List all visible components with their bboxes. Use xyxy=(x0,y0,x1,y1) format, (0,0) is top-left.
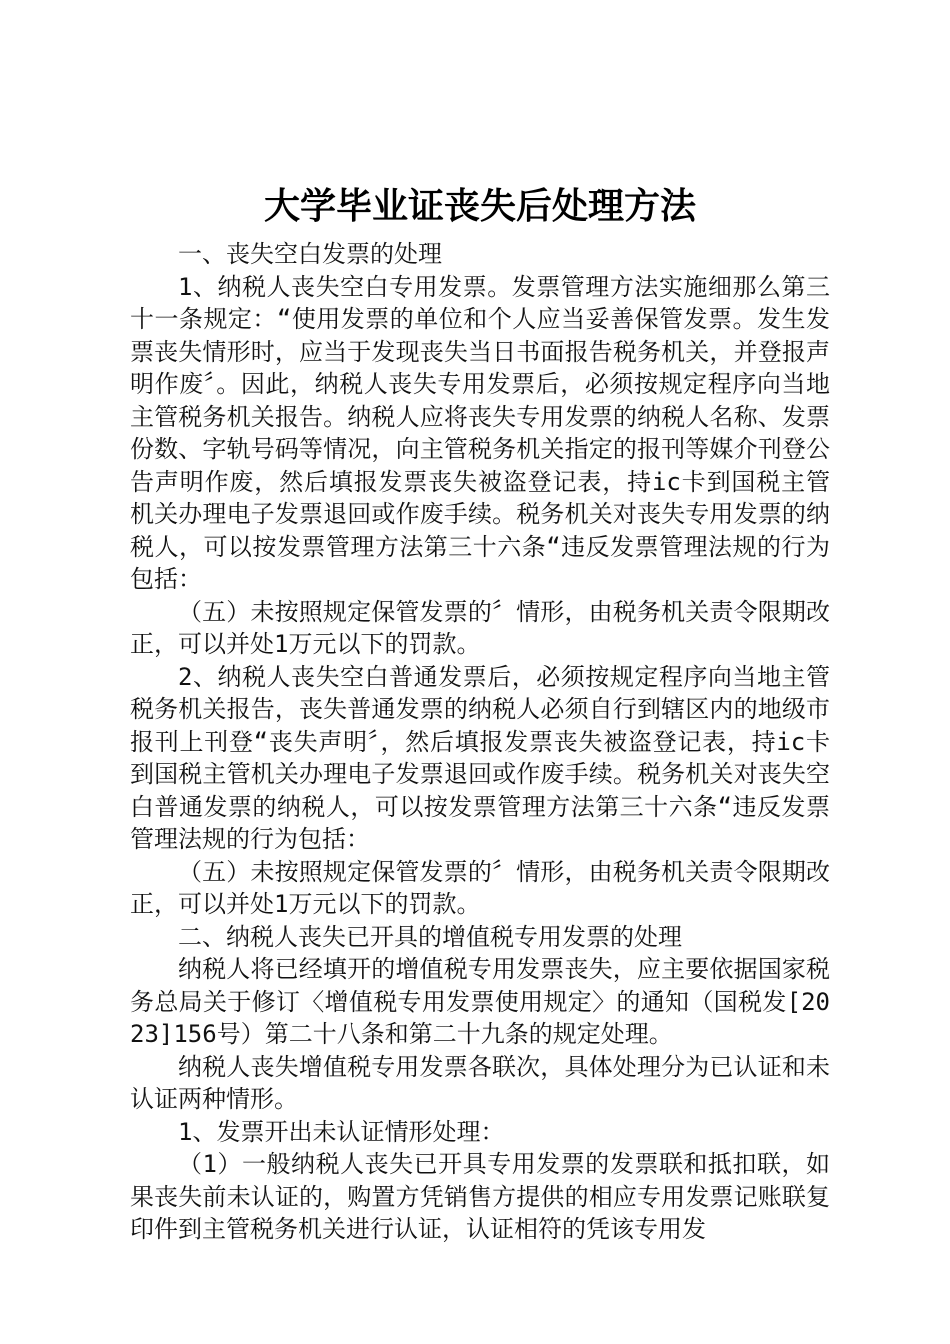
paragraph: （五）未按照规定保管发票的〞情形，由税务机关责令限期改正，可以并处1万元以下的罚款。 xyxy=(130,857,830,918)
paragraph: 2、纳税人丧失空白普通发票后，必须按规定程序向当地主管税务机关报告，丧失普通发票的纳税人必须自行到辖区内的地级市报刊上刊登“丧失声明〞，然后填报发票丧失被盗登记表，持ic卡到国税主管机关办理电子发票退回或作废手续。税务机关对丧失空白普通发票的纳税人，可以按发票管理方法第三十六条“违反发票管理法规的行为包括： xyxy=(130,662,830,853)
paragraph: 二、纳税人丧失已开具的增值税专用发票的处理 xyxy=(178,922,682,951)
paragraph: 纳税人丧失增值税专用发票各联次，具体处理分为已认证和未认证两种情形。 xyxy=(130,1052,830,1113)
paragraph: 1、纳税人丧失空白专用发票。发票管理方法实施细那么第三十一条规定：“使用发票的单位和个人应当妥善保管发票。发生发票丧失情形时，应当于发现丧失当日书面报告税务机关，并登报声明作废〞。因此，纳税人丧失专用发票后，必须按规定程序向当地主管税务机关报告。纳税人应将丧失专用发票的纳税人名称、发票份数、字轨号码等情况，向主管税务机关指定的报刊等媒介刊登公告声明作废，然后填报发票丧失被盗登记表，持ic卡到国税主管机关办理电子发票退回或作废手续。税务机关对丧失专用发票的纳税人，可以按发票管理方法第三十六条“违反发票管理法规的行为包括： xyxy=(130,272,830,593)
paragraph: （1）一般纳税人丧失已开具专用发票的发票联和抵扣联，如果丧失前未认证的，购置方凭销售方提供的相应专用发票记账联复印件到主管税务机关进行认证，认证相符的凭该专用发 xyxy=(130,1150,830,1243)
document-title: 大学毕业证丧失后处理方法 xyxy=(263,185,696,227)
document-body xyxy=(130,238,830,1246)
paragraph: （五）未按照规定保管发票的〞情形，由税务机关责令限期改正，可以并处1万元以下的罚款。 xyxy=(130,597,830,658)
paragraph: 一、丧失空白发票的处理 xyxy=(178,240,442,268)
document-page xyxy=(130,180,830,1246)
paragraph: 1、发票开出未认证情形处理： xyxy=(178,1117,505,1146)
paragraph: 纳税人将已经填开的增值税专用发票丧失，应主要依据国家税务总局关于修订〈增值税专用发票使用规定〉的通知（国税发[2023]156号）第二十八条和第二十九条的规定处理。 xyxy=(130,955,830,1048)
